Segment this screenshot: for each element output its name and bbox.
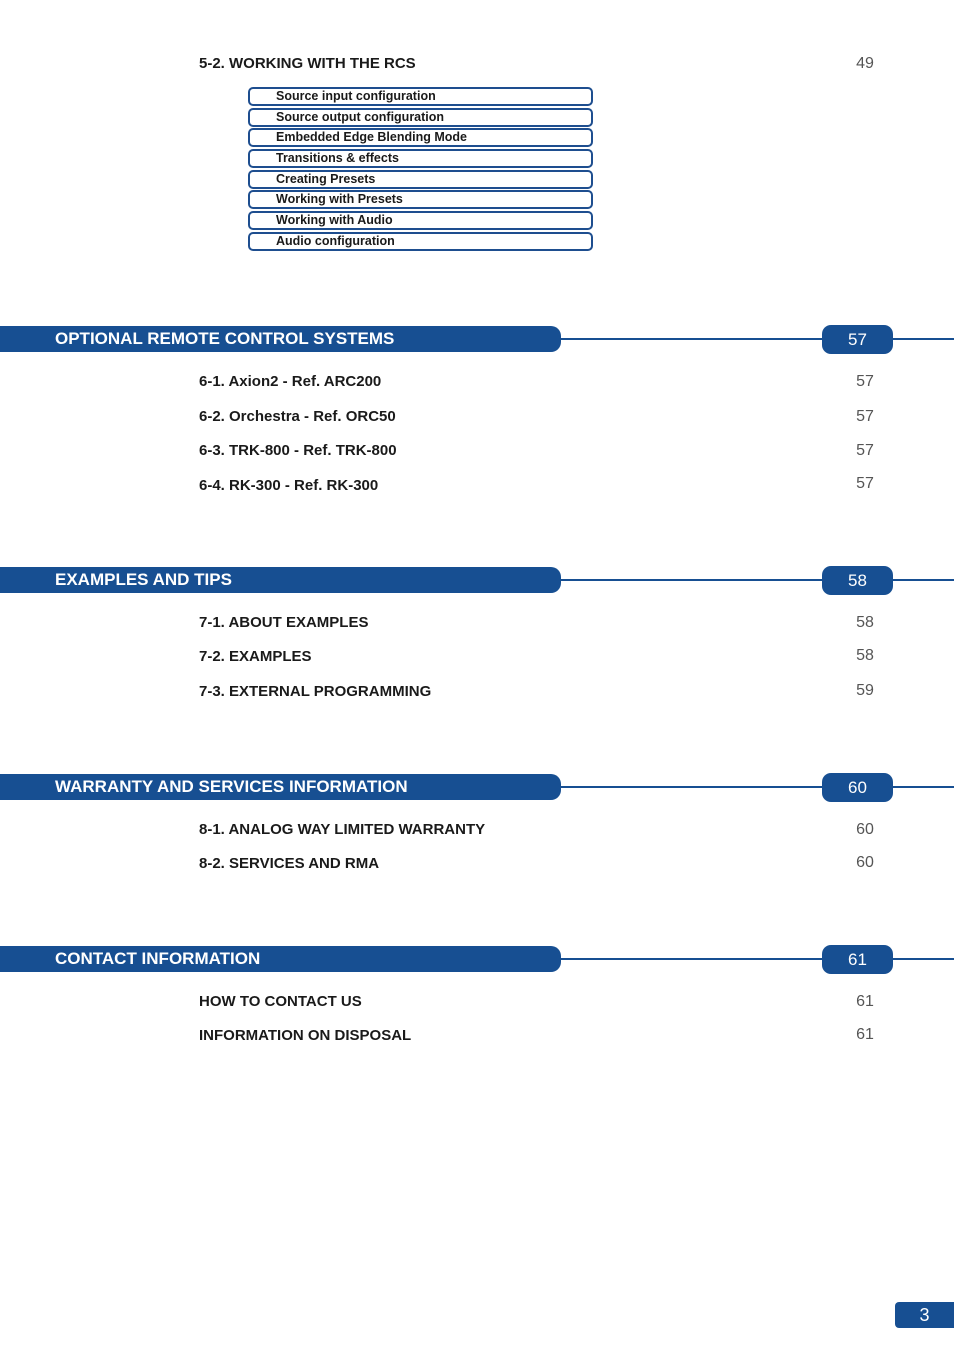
toc-page: 58 (856, 647, 874, 664)
sub-item-label: Audio configuration (276, 234, 395, 248)
section-header-remote-control[interactable] (0, 326, 561, 352)
toc-entry[interactable]: 7-1. ABOUT EXAMPLES (199, 614, 369, 631)
section-title: WARRANTY AND SERVICES INFORMATION (55, 777, 408, 796)
sub-item-box[interactable] (248, 190, 593, 209)
section-divider-line (561, 579, 954, 581)
sub-item-box[interactable] (248, 211, 593, 230)
section-header-warranty[interactable] (0, 774, 561, 800)
toc-page: 61 (856, 1026, 874, 1043)
section-page-badge: 57 (822, 325, 893, 354)
toc-page: 59 (856, 682, 874, 699)
toc-entry[interactable]: 6-3. TRK-800 - Ref. TRK-800 (199, 442, 397, 459)
sub-item-label: Embedded Edge Blending Mode (276, 130, 467, 144)
toc-entry-5-2[interactable]: 5-2. WORKING WITH THE RCS (199, 55, 416, 72)
toc-entry[interactable]: 8-2. SERVICES AND RMA (199, 855, 380, 872)
toc-page: 57 (856, 442, 874, 459)
toc-page-5-2: 49 (856, 55, 874, 72)
sub-item-box[interactable] (248, 108, 593, 127)
section-title: EXAMPLES AND TIPS (55, 570, 232, 589)
toc-page: 60 (856, 854, 874, 871)
section-divider-line (561, 786, 954, 788)
sub-item-box[interactable] (248, 128, 593, 147)
sub-item-label: Working with Presets (276, 192, 403, 206)
toc-page: 58 (856, 614, 874, 631)
sub-item-label: Working with Audio (276, 213, 393, 227)
toc-entry[interactable]: 6-1. Axion2 - Ref. ARC200 (199, 373, 382, 390)
section-header-contact[interactable] (0, 946, 561, 972)
toc-entry[interactable]: 7-2. EXAMPLES (199, 648, 312, 665)
toc-page: 57 (856, 408, 874, 425)
toc-entry[interactable]: 8-1. ANALOG WAY LIMITED WARRANTY (199, 821, 486, 838)
section-divider-line (561, 338, 954, 340)
section-title: OPTIONAL REMOTE CONTROL SYSTEMS (55, 329, 395, 348)
toc-entry[interactable]: INFORMATION ON DISPOSAL (199, 1027, 412, 1044)
sub-item-box[interactable] (248, 170, 593, 189)
toc-page: 57 (856, 373, 874, 390)
section-page-badge: 58 (822, 566, 893, 595)
section-page-badge: 61 (822, 945, 893, 974)
toc-entry[interactable]: HOW TO CONTACT US (199, 993, 362, 1010)
sub-item-label: Transitions & effects (276, 151, 399, 165)
toc-page: 60 (856, 821, 874, 838)
toc-entry[interactable]: 6-2. Orchestra - Ref. ORC50 (199, 408, 396, 425)
sub-item-label: Source output configuration (276, 110, 445, 124)
page-number-badge: 3 (895, 1302, 954, 1328)
toc-entry[interactable]: 6-4. RK-300 - Ref. RK-300 (199, 477, 379, 494)
toc-entry[interactable]: 7-3. EXTERNAL PROGRAMMING (199, 683, 432, 700)
sub-item-label: Creating Presets (276, 172, 376, 186)
section-page-badge: 60 (822, 773, 893, 802)
section-divider-line (561, 958, 954, 960)
sub-item-box[interactable] (248, 149, 593, 168)
section-title: CONTACT INFORMATION (55, 949, 261, 968)
toc-page: 61 (856, 993, 874, 1010)
sub-item-box[interactable] (248, 87, 593, 106)
sub-item-label: Source input configuration (276, 89, 436, 103)
sub-item-box[interactable] (248, 232, 593, 251)
toc-page: 57 (856, 475, 874, 492)
section-header-examples[interactable] (0, 567, 561, 593)
